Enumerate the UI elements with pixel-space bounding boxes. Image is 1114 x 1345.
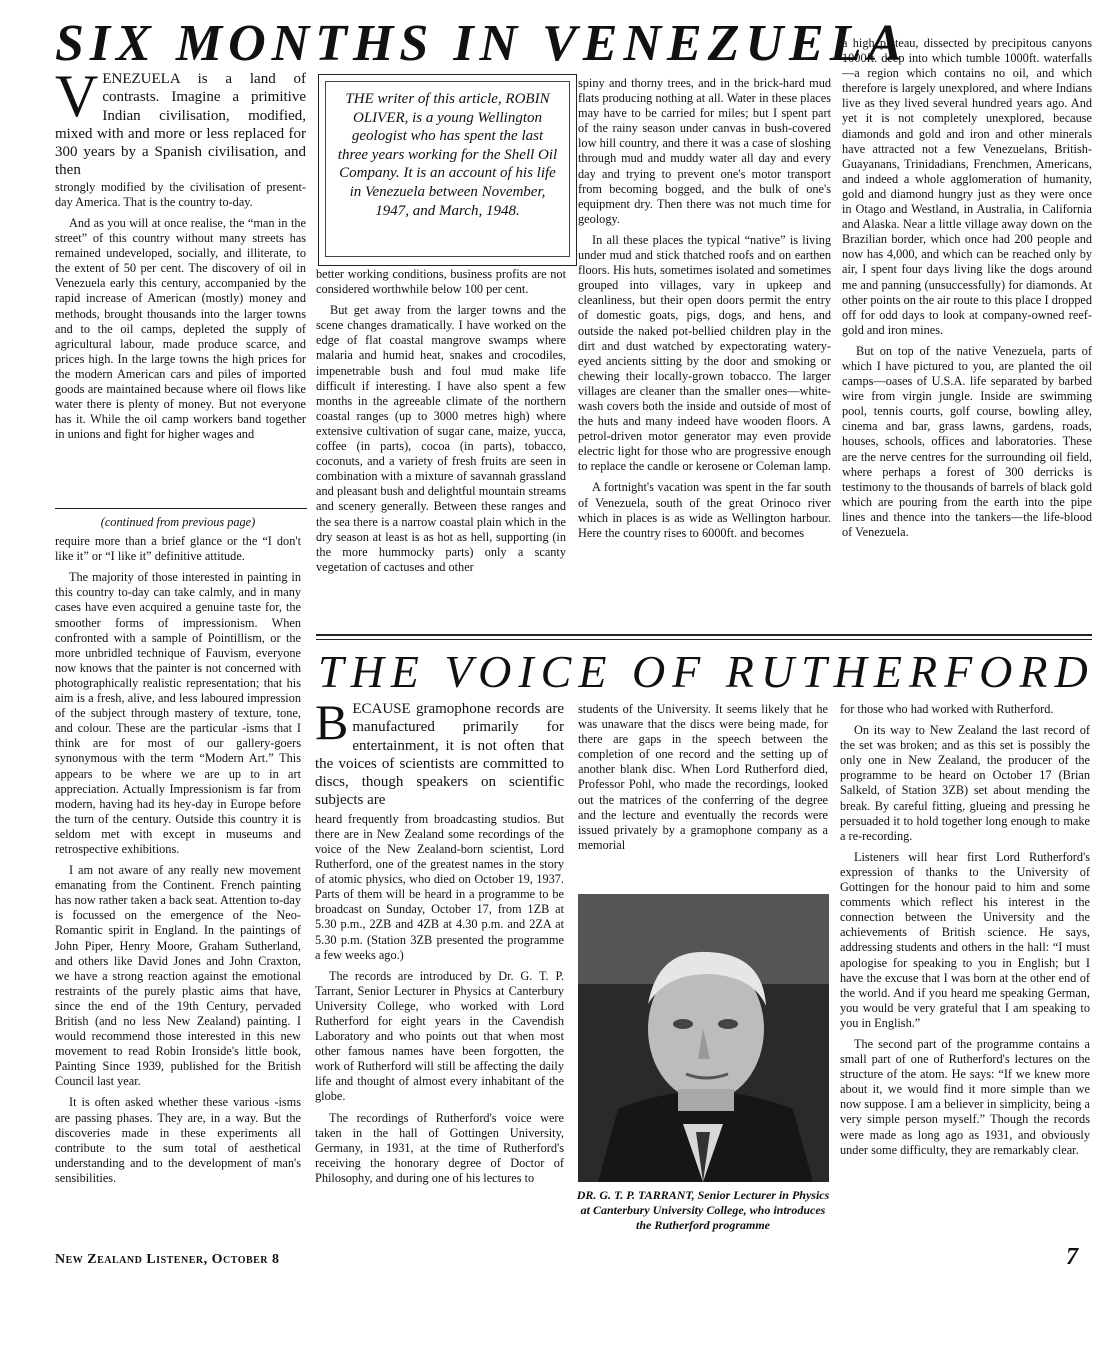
headline-six-months: SIX MONTHS IN VENEZUELA — [55, 15, 909, 72]
rutherford-paragraph-3: The recordings of Rutherford's voice were taken in the hall of Gottingen University, Germany, in 1931, at the time of Rutherford's receiving the honorary degree of Doctor of Philosophy, and during one of his lectures to — [315, 1110, 564, 1185]
art-paragraph-2: The majority of those interested in painting in this country to-day can take calmly, and in many cases have even acquired a genuine taste for, the smoother forms of impressionism. When confronted with a sample of Pointillism, or the more unbridled technique of Fauvism, everyone now knows that the painter is not concerned with photographically realistic representation; that his aim is a fresh, alive, and less laboured impression of the subject through mastery of texture, tone, and colour. These are the particular -isms that I think are for most of our gallery-goers synonymous with the term “Modern Art.” This appears to be where we are up to in art appreciation. Actually Impressionism is far from modern, having had its hey-day in Europe before the turn of the century. Outside this country it is seldom met with except in museums and retrospective exhibitions. — [55, 570, 301, 856]
col2-paragraph-2: But get away from the larger towns and the scene changes dramatically. I have worked on the edge of flat coastal mangrove swamps where malaria and humid heat, snakes and crocodiles, impenetrable bush and foul mud make life difficult if interesting. I have also spent a few months in the agreeable climate of the northern coastal ranges (up to 3000 metres high) where extensive cultivation of sugar cane, maize, yucca, coffee (in parts), cocoa (in parts), tobacco, coconuts, and a variety of fresh fruits are seen in combination with a mixture of savannah grassland and pleasant bush and delightful mountain streams and scenery generally. Between these ranges and the sea there is a narrow coastal plain which in the dry season at least is as hot as hell, supporting (in the more hummocky parts) only a scanty vegetation of cactuses and other — [316, 303, 566, 574]
venezuela-column-4 — [842, 36, 1092, 546]
col4-paragraph-1: a high plateau, dissected by precipitous canyons 1000ft. deep into which tumble 1000ft. waterfalls—a region which contains no oil, and which therefore is largely unexplored, and where Indians live as they lived several hundred years ago. And yet it is not completely unexplored, because diamonds and gold and iron and other minerals have attracted not a few Venezuelans, British-Guayanans, Trinidadians, Frenchmen, Americans, and indeed a whole agglomeration of humanity, gold and diamond hungry just as they were once in Otago and Westland, in Australia, in California and Alaska. Near a little village away down on the Brazilian border, which once had 200 people and now has 4,000, and which can be reached only by air, I spent four days living like the dogs around me and panning (unsuccessfully) for diamonds. At other points on the air route to this place I dropped off for odd days to look at company-owned reef-gold and iron mines. — [842, 36, 1092, 337]
section-rule-thin — [316, 639, 1092, 640]
art-paragraph-1: require more than a brief glance or the “I don't like it” or “I like it” definitive attitude. — [55, 534, 301, 564]
intro-rest: strongly modified by the civilisation of present-day America. That is the country to-day. — [55, 179, 306, 209]
footer-publication: New Zealand Listener, October 8 — [55, 1252, 280, 1267]
rutherford-c3-paragraph-2: On its way to New Zealand the last record of the set was broken; and as this set is possibly the only one in New Zealand, the producer of the programme to be heard on October 17 (Brian Salkeld, of Station 3ZB) set about mending the break. By careful fitting, glueing and pressing he persuaded it to hold together long enough to make a re-recording. — [840, 723, 1090, 843]
rutherford-column-3 — [840, 702, 1090, 1164]
art-paragraph-4: It is often asked whether these various -isms are passing phases. They are, in a way. But the discoveries made in these experiments all contribute to the sum total of aesthetical understanding and to the development of man's sensibilities. — [55, 1095, 301, 1185]
rutherford-column-1 — [315, 694, 564, 1192]
art-paragraph-3: I am not aware of any really new movement emanating from the Continent. French painting has now rather taken a back seat. Attention to-day is focussed on the emergence of the Neo-Romantic spirit in England. In the paintings of John Piper, Henry Moore, Graham Sutherland, and others like David Jones and John Craxton, we have a strong reaction against the emotional restraints of the purely plastic aims that have, since the end of the 19th Century, pervaded British (and no less New Zealand) painting. I would recommend those interested in this new movement to read Robin Ironside's little book, Painting Since 1939, published for the British Council last year. — [55, 863, 301, 1089]
portrait-photo — [578, 894, 829, 1182]
intro-paragraph-2: And as you will at once realise, the “man in the street” of this country without many streets has remained undeveloped, socially, and illiterate, to the extent of 50 per cent. The discovery of oil in Venezuela early this century, accompanied by the rapid increase of American (mostly) money and methods, brought thousands into the larger towns and to the oil camps, depleted the supply of agricultural labour, made produce scarce, and prices high. In the large towns the high prices for the modern American cars and piles of imported goods are maintained because where oil flows like water there is plenty of money. But not everyone has it. While the oil camp workers band together in unions and fight for higher wages and — [55, 215, 306, 442]
rutherford-column-2 — [578, 702, 828, 859]
col2-paragraph-1: better working conditions, business profits are not considered worthwhile below 100 per cent. — [316, 267, 566, 297]
author-note-box — [318, 74, 577, 266]
rutherford-lead: ECAUSE gramophone records are manufactured primarily for entertainment, it is not often that the voices of scientists are committed to discs, though speakers on scientific subjects are — [315, 701, 564, 809]
portrait-illustration — [578, 894, 829, 1182]
author-note-text: THE writer of this article, ROBIN OLIVER, is a young Wellington geologist who has spent the last three years working for the Shell Oil Company. It is an account of his life in Venezuela between November, 1947, and March, 1948. — [325, 81, 570, 257]
venezuela-column-3 — [578, 76, 831, 547]
page-number: 7 — [1066, 1244, 1078, 1270]
art-column — [55, 515, 301, 1192]
rutherford-dropcap: B — [315, 694, 349, 750]
column-divider — [55, 508, 307, 509]
continued-note: (continued from previous page) — [100, 515, 256, 529]
rutherford-paragraph-2: The records are introduced by Dr. G. T. P. Tarrant, Senior Lecturer in Physics at Canterbury University College, who worked with Lord Rutherford for eight years in the Cavendish Laboratory and who points out that when most other famous names have been forgotten, the work of Rutherford will still be affecting the daily life and thought of almost every inhabitant of the globe. — [315, 968, 564, 1104]
col3-paragraph-2: In all these places the typical “native” is living under mud and stick thatched roofs and on earthen floors. His huts, sometimes isolated and sometimes grouped into villages, vary in upkeep and cleanliness, but their open doors permit the entry of domestic goats, pigs, dogs, and hens, and outside the naked pot-bellied children play in the dirt and dust watched by expectorating watery-eyed ancients sitting by the door and smoking or chewing their locally-grown tobacco. The larger villages are cleaner than the smaller ones—white-wash covers both the inside and outside of most of the huts and many indeed have wooden floors. A petrol-driven motor generator may even provide electric light for those who are progressive enough to replace the candle or kerosene or Coleman lamp. — [578, 232, 832, 474]
intro-column — [55, 63, 306, 448]
rutherford-paragraph-1: heard frequently from broadcasting studios. But there are in New Zealand some recordings of the voice of the New Zealand-born scientist, Lord Rutherford, one of the greatest names in the story of atomic physics, who died on October 19, 1937. Parts of them will be heard in a programme to be broadcast on Sunday, October 17, from 1ZB at 5.30 p.m., 2ZB and 4ZB at 4.30 p.m. and 2ZA at 5.30 p.m. (Station 3ZB presented the programme a few weeks ago.) — [315, 811, 564, 962]
rutherford-c3-paragraph-1: for those who had worked with Rutherford. — [840, 702, 1054, 716]
rutherford-c2-paragraph: students of the University. It seems likely that he was unaware that the discs were being made, for there are gaps in the speech between the completion of one record and the setting up of another blank disc. When Lord Rutherford died, Professor Pohl, who made the recordings, looked out the matrices of the conferring of the degree and the lecture and eventually the records were issued privately by a gramophone company as a memorial — [578, 702, 828, 852]
intro-dropcap: V — [55, 63, 99, 129]
col3-paragraph-1: spiny and thorny trees, and in the brick-hard mud flats producing nothing at all. Water in these places may have to be carried for miles; but I spent part of the rainy season under canvas in bush-covered low hill country, and there it was a case of sloshing through mud and muddy water all day and every day and trying to prevent one's motor transport from becoming bogged, and the bulk of one's equipment dry. Then there was not much time for geology. — [578, 76, 831, 226]
venezuela-column-2 — [316, 267, 566, 581]
portrait-caption: DR. G. T. P. TARRANT, Senior Lecturer in Physics at Canterbury University College, who introduces the Rutherford programme — [576, 1188, 830, 1232]
col3-paragraph-3: A fortnight's vacation was spent in the far south of Venezuela, south of the great Orinoco river which in places is as wide as Wellington harbour. Here the country rises to 6000ft. and becomes — [578, 480, 831, 540]
rutherford-c3-paragraph-4: The second part of the programme contains a small part of one of Rutherford's lectures on the structure of the atom. He says: “If we knew more about it, we would find it more simple than we now suppose. I am a believer in simplicity, being a very simple person myself.” Though the records were made as long ago as 1931, and obviously under some difficulty, they are remarkably clear. — [840, 1036, 1090, 1157]
col4-paragraph-2: But on top of the native Venezuela, parts of which I have pictured to you, are planted the oil camps—oases of U.S.A. life separated by barbed wire from virgin jungle. Inside are swimming pool, tennis courts, golf course, bowling alley, cinema and bar, grass lawns, gardens, roads, houses, schools, offices and laboratories. These are the nerve centres for the surrounding oil field, where perhaps a forest of 300 derricks is testimony to the thousands of barrels of black gold which are pouring from the earth into the pipe lines and thence into the tankers—the life-blood of Venezuela. — [842, 343, 1092, 539]
rutherford-c3-paragraph-3: Listeners will hear first Lord Rutherford's expression of thanks to the University of Gottingen for the honour paid to him and some comments which reflect his interest in the connection between the University and the achievements of British science. He says, addressing students and others in the hall: “I must apologise for speaking to you in English; but I have the excuse that I was born at the other end of the world. And if you heard me speaking German, you would be very grateful that I am speaking to you in English.” — [840, 849, 1090, 1030]
intro-lead: ENEZUELA is a land of contrasts. Imagine a primitive Indian civilisation, modified, mixed with and more or less replaced for 300 years by a Spanish civilisation, and then — [55, 71, 306, 179]
section-rule — [316, 634, 1092, 636]
headline-voice-of-rutherford: THE VOICE OF RUTHERFORD — [318, 646, 1095, 697]
